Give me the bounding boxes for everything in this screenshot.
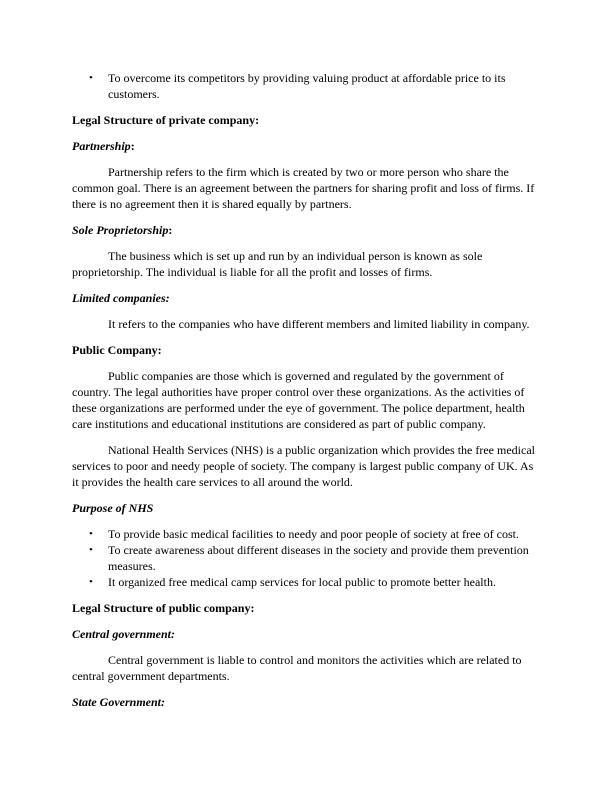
- heading-partnership-text: Partnership: [72, 139, 131, 153]
- heading-purpose-nhs: Purpose of NHS: [72, 501, 154, 515]
- heading-partnership: [72, 138, 540, 154]
- paragraph-partnership: Partnership refers to the firm which is created by two or more person who share the common goal. There is an agreement between the partners for sharing profit and loss of firms. If there is no agreement then it is shared equally by partners.: [72, 165, 535, 211]
- heading-legal-public: Legal Structure of public company:: [72, 601, 255, 615]
- bullet-icon: •: [89, 528, 93, 540]
- paragraph-limited-companies: It refers to the companies who have different members and limited liability in company.: [108, 317, 530, 331]
- paragraph-central-government: Central government is liable to control and monitors the activities which are related to central government departments.: [72, 653, 522, 683]
- bullet-icon: •: [89, 544, 93, 556]
- bullet-icon: •: [89, 72, 93, 84]
- paragraph-sole-proprietorship: The business which is set up and run by an individual person is known as sole proprietorship. The individual is liable for all the profit and losses of firms.: [72, 249, 483, 279]
- list-item: [72, 526, 540, 542]
- heading-public-company: Public Company:: [72, 343, 162, 357]
- colon: :: [168, 223, 173, 237]
- list-item-text: To create awareness about different diseases in the society and provide them prevention measures.: [108, 543, 529, 573]
- colon: :: [130, 139, 135, 153]
- bullet-icon: •: [89, 576, 93, 588]
- list-item-text: To overcome its competitors by providing valuing product at affordable price to its customers.: [108, 71, 506, 101]
- list-item-text: To provide basic medical facilities to needy and poor people of society at free of cost.: [108, 527, 520, 541]
- purpose-bullet-list: [72, 526, 540, 590]
- paragraph-nhs: National Health Services (NHS) is a public organization which provides the free medical services to poor and needy people of society. The company is largest public company of UK. As it provides the health care services to all around the world.: [72, 443, 535, 489]
- heading-sole-text: Sole Proprietorship: [72, 223, 169, 237]
- list-item-text: It organized free medical camp services for local public to promote better health.: [108, 575, 496, 589]
- intro-bullet-list: [72, 70, 540, 102]
- heading-sole-proprietorship: [72, 222, 540, 238]
- list-item: [72, 542, 540, 574]
- paragraph-public-company: Public companies are those which is governed and regulated by the government of country. The legal authorities have proper control over these organizations. As the activities of these organizations are performed under the eye of government. The police department, health care institutions and educational institutions are considered as part of public company.: [72, 369, 525, 431]
- heading-limited-companies: Limited companies:: [72, 291, 170, 305]
- list-item: [72, 70, 540, 102]
- list-item: [72, 574, 540, 590]
- heading-central-government: Central government:: [72, 627, 176, 641]
- heading-legal-private: Legal Structure of private company:: [72, 113, 260, 127]
- heading-state-government: State Government:: [72, 695, 165, 709]
